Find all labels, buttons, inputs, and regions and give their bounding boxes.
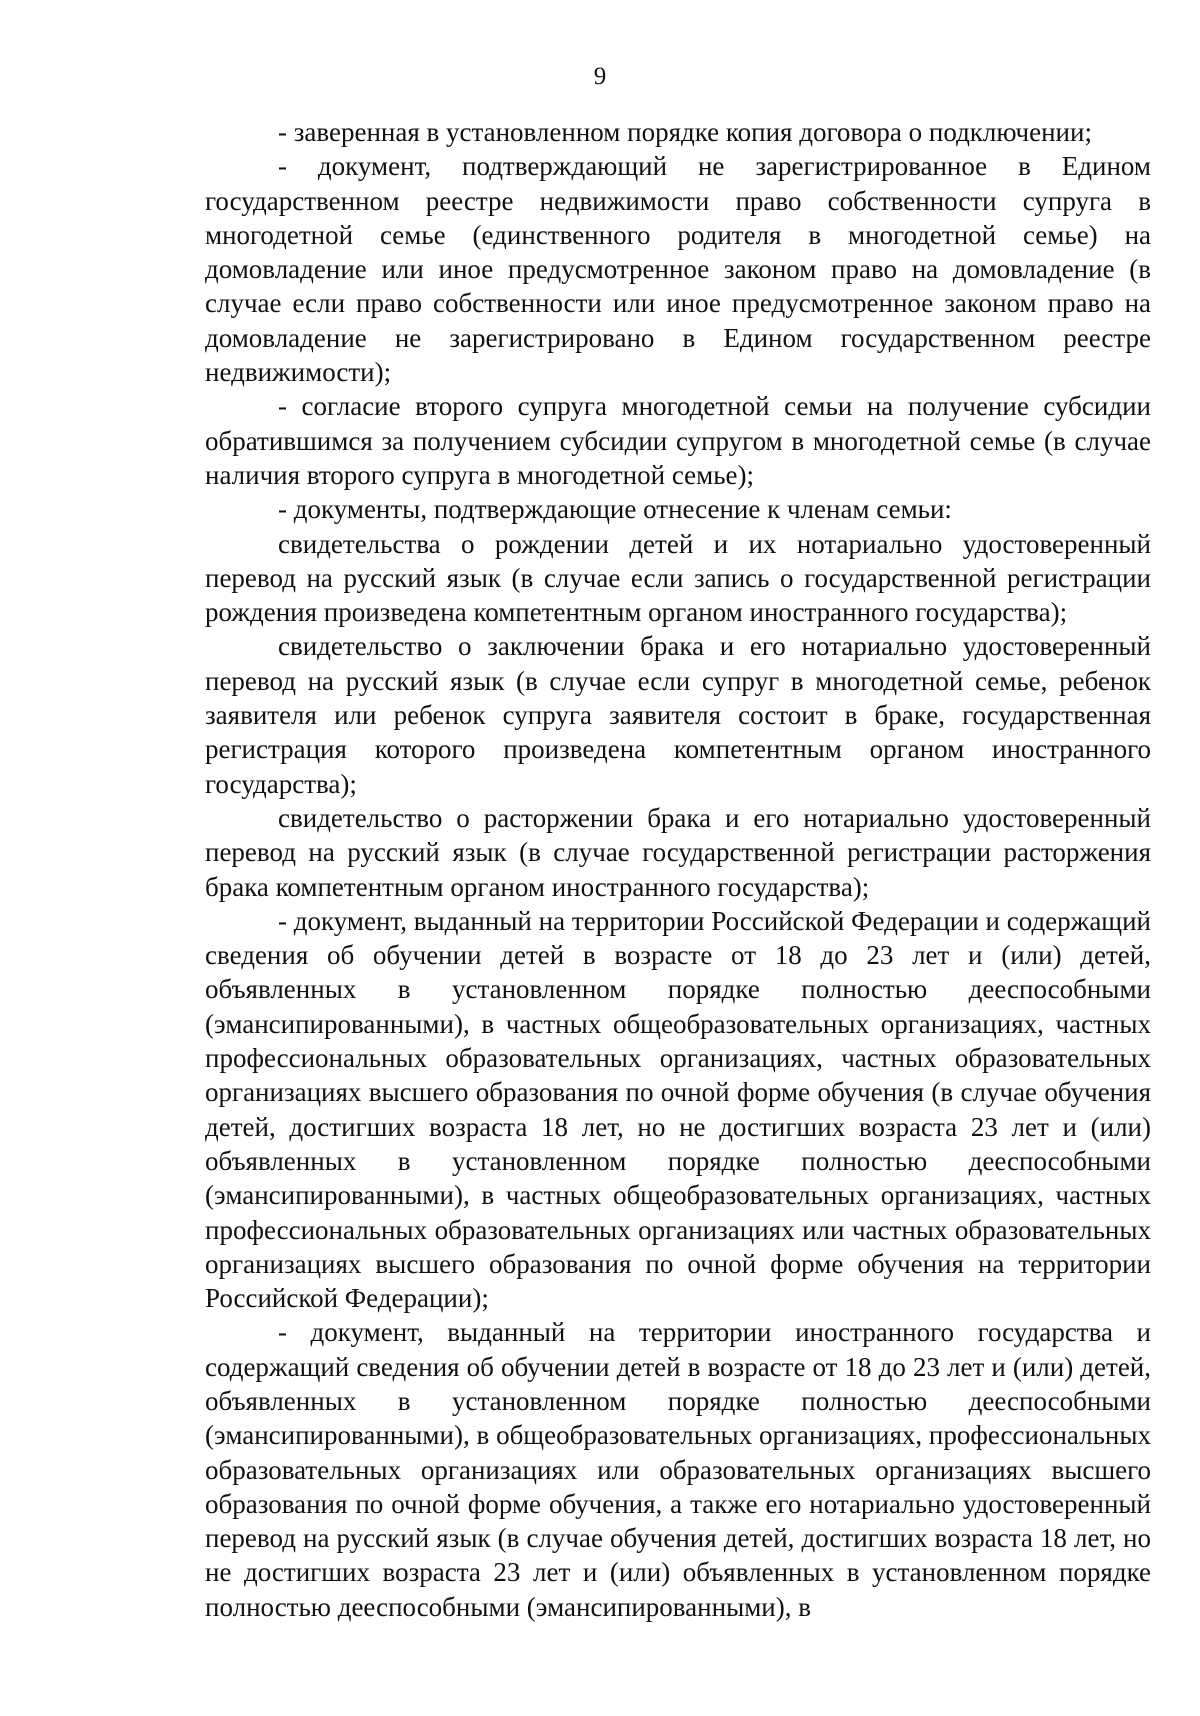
- paragraph-divorce-certificate: свидетельство о расторжении брака и его нотариально удостоверенный перевод на русский язык (в случае государственной регистрации расторжения брака компетентным органом иностранного государства);: [205, 802, 1151, 902]
- document-body: [205, 115, 1151, 1624]
- paragraph-education-russia: - документ, выданный на территории Российской Федерации и содержащий сведения об обучении детей в возрасте от 18 до 23 лет и (или) детей, объявленных в установленном порядке полностью дееспособными (эмансипированными), в частных общеобразовательных организациях, частных профессиональных образовательных организациях, частных образовательных организациях высшего образования по очной форме обучения (в случае обучения детей, достигших возраста 18 лет, но не достигших возраста 23 лет и (или) объявленных в установленном порядке полностью дееспособными (эмансипированными), в частных общеобразовательных организациях, частных профессиональных образовательных организациях или частных образовательных организациях высшего образования по очной форме обучения на территории Российской Федерации);: [205, 905, 1151, 1314]
- paragraph-education-foreign: - документ, выданный на территории иностранного государства и содержащий сведения об обучении детей в возрасте от 18 до 23 лет и (или) детей, объявленных в установленном порядке полностью дееспособными (эмансипированными), в общеобразовательных организациях, профессиональных образовательных организациях или образовательных организациях высшего образования по очной форме обучения, а также его нотариально удостоверенный перевод на русский язык (в случае обучения детей, достигших возраста 18 лет, но не достигших возраста 23 лет и (или) объявленных в установленном порядке полностью дееспособными (эмансипированными), в: [205, 1317, 1151, 1622]
- paragraph-ownership-document: - документ, подтверждающий не зарегистрированное в Едином государственном реестре недвижимости право собственности супруга в многодетной семье (единственного родителя в многодетной семье) на домовладение или иное предусмотренное законом право на домовладение (в случае если право собственности или иное предусмотренное законом право на домовладение не зарегистрировано в Едином государственном реестре недвижимости);: [205, 151, 1151, 388]
- paragraph-contract-copy: - заверенная в установленном порядке копия договора о подключении;: [278, 117, 1092, 147]
- paragraph-family-documents: - документы, подтверждающие отнесение к членам семьи:: [278, 494, 952, 525]
- paragraph-spouse-consent: - согласие второго супруга многодетной семьи на получение субсидии обратившимся за получением субсидии супругом в многодетной семье (в случае наличия второго супруга в многодетной семье);: [205, 391, 1151, 490]
- paragraph-birth-certificates: свидетельства о рождении детей и их нотариально удостоверенный перевод на русский язык (в случае если запись о государственной регистрации рождения произведена компетентным органом иностранного государства);: [205, 528, 1151, 628]
- paragraph-marriage-certificate: свидетельство о заключении брака и его нотариально удостоверенный перевод на русский язык (в случае если супруг в многодетной семье, ребенок заявителя или ребенок супруга заявителя состоит в браке, государственная регистрация которого произведена компетентным органом иностранного государства);: [205, 631, 1151, 799]
- page-number: 9: [593, 63, 607, 90]
